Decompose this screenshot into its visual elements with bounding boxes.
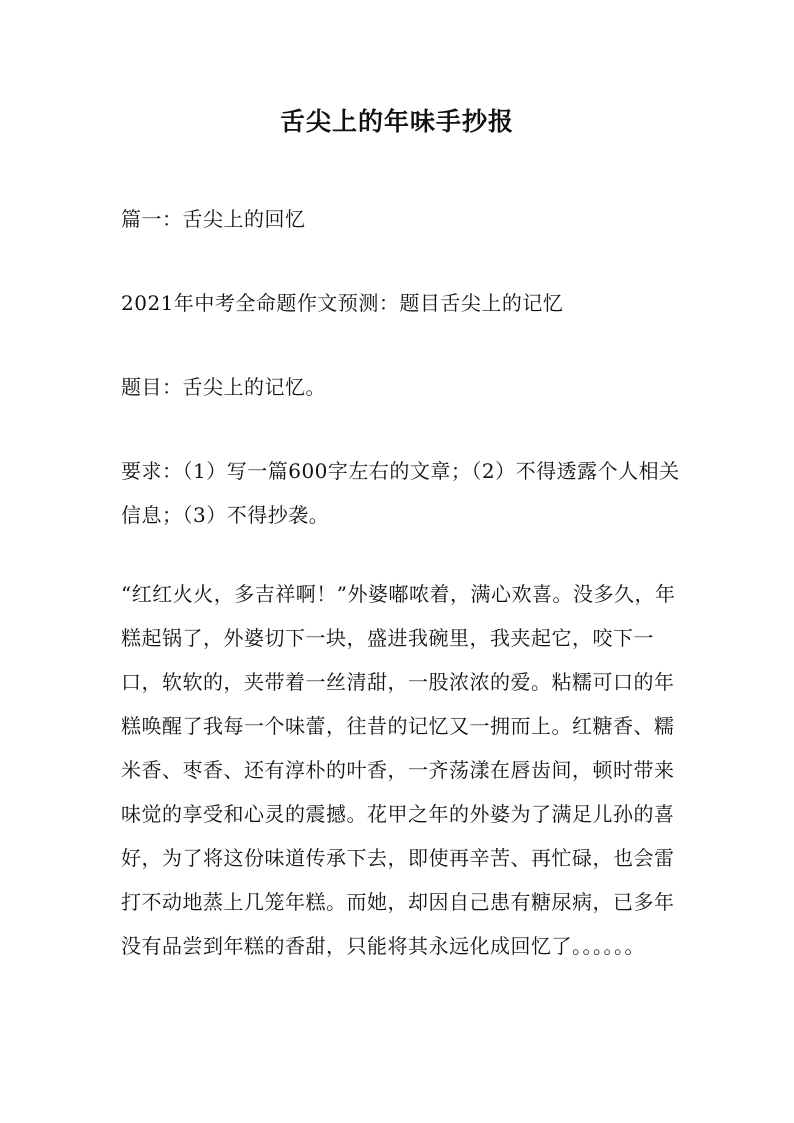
section-heading: 篇一：舌尖上的回忆 [121,207,306,231]
subtitle-line: 2021年中考全命题作文预测：题目舌尖上的记忆 [121,291,564,315]
topic-line: 题目：舌尖上的记忆。 [121,375,326,399]
document-title: 舌尖上的年味手抄报 [279,107,514,136]
body-paragraph: “红红火火，多吉祥啊！”外婆嘟哝着，满心欢喜。没多久，年糕起锅了，外婆切下一块，盛进我碗里，我夹起它，咬下一口，软软的，夹带着一丝清甜，一股浓浓的爱。粘糯可口的年糕唤醒了我每一个味蕾，往昔的记忆又一拥而上。红糖香、糯米香、枣香、还有淳朴的叶香，一齐荡漾在唇齿间，顿时带来味觉的享受和心灵的震撼。花甲之年的外婆为了满足儿孙的喜好，为了将这份味道传承下去，即使再辛苦、再忙碌，也会雷打不动地蒸上几笼年糕。而她，却因自己患有糖尿病，已多年没有品尝到年糕的香甜，只能将其永远化成回忆了。。。。。。 [121,582,676,958]
requirements-paragraph: 要求：（1）写一篇600字左右的文章；（2）不得透露个人相关信息；（3）不得抄袭。 [121,459,680,527]
